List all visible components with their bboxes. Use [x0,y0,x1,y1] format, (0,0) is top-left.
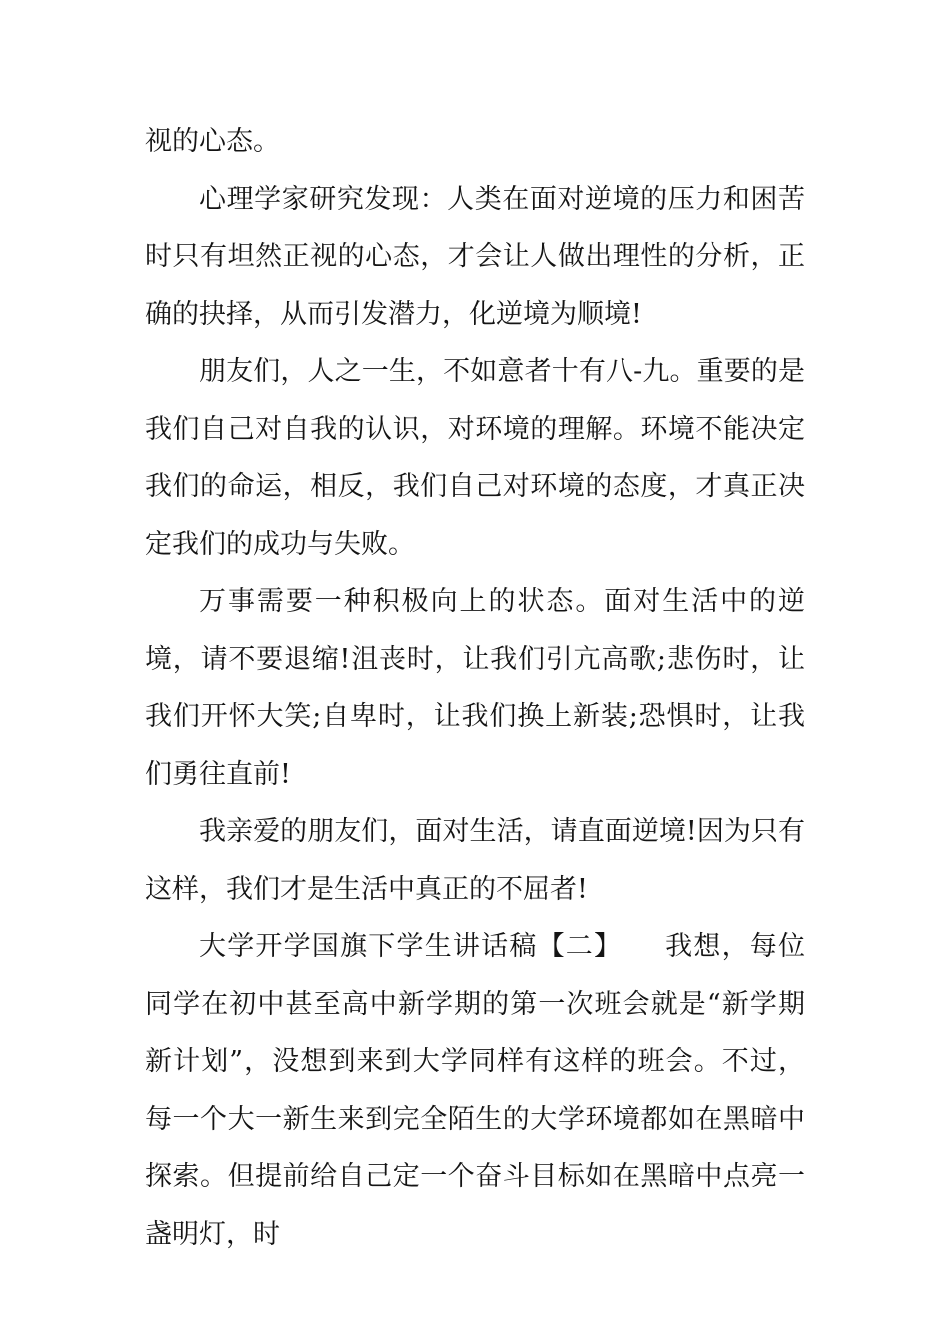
paragraph-continuation: 视的心态。 [145,126,280,157]
paragraph-psychology: 心理学家研究发现：人类在面对逆境的压力和困苦时只有坦然正视的心态，才会让人做出理性的分析，正确的抉择，从而引发潜力，化逆境为顺境! [145,183,805,330]
paragraph-speech-two: 大学开学国旗下学生讲话稿【二】 我想，每位同学在初中甚至高中新学期的第一次班会就是“新学期新计划”，没想到来到大学同样有这样的班会。不过，每一个大一新生来到完全陌生的大学环境都如在黑暗中探索。但提前给自己定一个奋斗目标如在黑暗中点亮一盏明灯，时 [145,931,805,1250]
paragraph-face-adversity: 我亲爱的朋友们，面对生活，请直面逆境!因为只有这样，我们才是生活中真正的不屈者! [145,816,805,905]
document-body [145,113,805,1263]
paragraph-positive-state: 万事需要一种积极向上的状态。面对生活中的逆境，请不要退缩!沮丧时，让我们引亢高歌;悲伤时，让我们开怀大笑;自卑时，让我们换上新装;恐惧时，让我们勇往直前! [145,586,805,790]
paragraph-friends: 朋友们，人之一生，不如意者十有八-九。重要的是我们自己对自我的认识，对环境的理解。环境不能决定我们的命运，相反，我们自己对环境的态度，才真正决定我们的成功与失败。 [145,356,805,560]
